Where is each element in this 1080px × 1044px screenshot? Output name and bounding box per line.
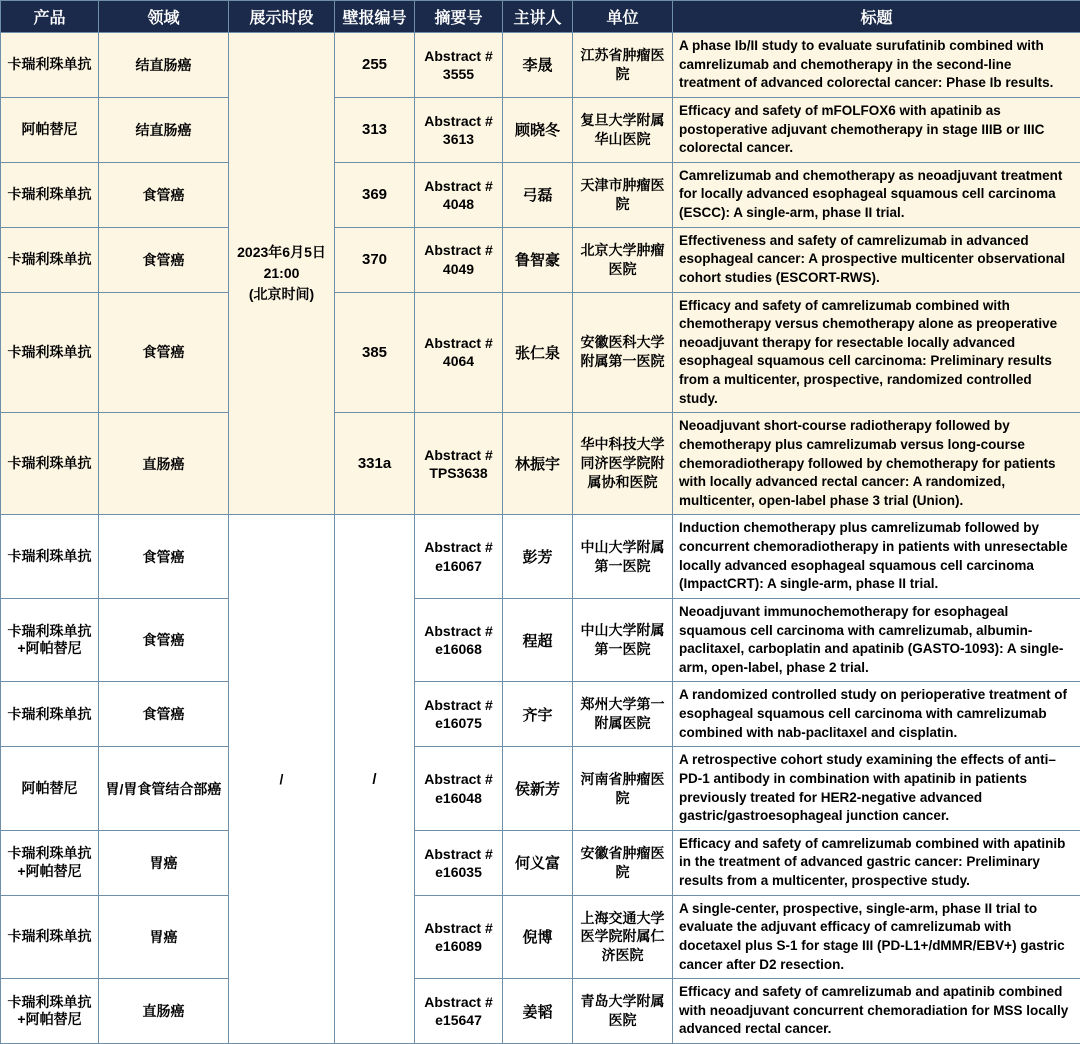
cell-title: Neoadjuvant immunochemotherapy for esophageal squamous cell carcinoma with camrelizumab, albumin-paclitaxel, carboplatin and apatinib (GASTO-1093): A single-arm, open-label, phase 2 trial. <box>673 598 1080 682</box>
cell-abstract-number <box>415 979 503 1044</box>
cell-speaker: 程超 <box>503 598 573 682</box>
cell-speaker: 齐宇 <box>503 682 573 747</box>
cell-poster-number: 255 <box>335 33 415 98</box>
cell-organization: 北京大学肿瘤医院 <box>573 227 673 292</box>
cell-organization: 河南省肿瘤医院 <box>573 747 673 831</box>
cell-abstract-number <box>415 598 503 682</box>
cell-organization: 复旦大学附属华山医院 <box>573 97 673 162</box>
cell-title: Efficacy and safety of mFOLFOX6 with apatinib as postoperative adjuvant chemotherapy in stage IIIB or IIIC colorectal cancer. <box>673 97 1080 162</box>
abstract-label: Abstract # <box>421 334 496 352</box>
cell-abstract-number <box>415 97 503 162</box>
time-line-1: 2023年6月5日 <box>235 242 328 263</box>
table-row <box>1 682 1080 747</box>
table-row <box>1 515 1080 599</box>
cell-organization: 郑州大学第一附属医院 <box>573 682 673 747</box>
cell-field: 直肠癌 <box>99 979 229 1044</box>
table-row <box>1 97 1080 162</box>
cell-title: Induction chemotherapy plus camrelizumab followed by concurrent chemoradiotherapy in patients with unresectable locally advanced esophageal squamous cell carcinoma (ImpactCRT): A single-arm, phase II trial. <box>673 515 1080 599</box>
cell-product <box>1 598 99 682</box>
product-line-2: +阿帕替尼 <box>7 640 92 658</box>
cell-product <box>1 830 99 895</box>
cell-speaker: 弓磊 <box>503 162 573 227</box>
cell-product: 阿帕替尼 <box>1 97 99 162</box>
table-row <box>1 895 1080 979</box>
product-line-1: 卡瑞利珠单抗 <box>7 845 92 863</box>
cell-product <box>1 979 99 1044</box>
cell-poster-number: 385 <box>335 292 415 413</box>
cell-abstract-number <box>415 227 503 292</box>
cell-organization: 中山大学附属第一医院 <box>573 515 673 599</box>
cell-speaker: 彭芳 <box>503 515 573 599</box>
cell-abstract-number <box>415 515 503 599</box>
cell-speaker: 侯新芳 <box>503 747 573 831</box>
cell-field: 食管癌 <box>99 162 229 227</box>
abstract-label: Abstract # <box>421 47 496 65</box>
time-line-3: (北京时间) <box>235 284 328 305</box>
abstract-value: e15647 <box>421 1011 496 1029</box>
cell-abstract-number <box>415 830 503 895</box>
abstract-value: e16089 <box>421 937 496 955</box>
column-header-poster-number: 壁报编号 <box>335 1 415 33</box>
cell-product: 卡瑞利珠单抗 <box>1 33 99 98</box>
cell-organization: 江苏省肿瘤医院 <box>573 33 673 98</box>
cell-poster-number: 331a <box>335 413 415 515</box>
abstract-value: 3613 <box>421 130 496 148</box>
abstract-value: e16068 <box>421 640 496 658</box>
cell-organization: 安徽医科大学附属第一医院 <box>573 292 673 413</box>
abstract-label: Abstract # <box>421 622 496 640</box>
cell-poster-number: 369 <box>335 162 415 227</box>
abstract-label: Abstract # <box>421 993 496 1011</box>
time-line-2: 21:00 <box>235 263 328 284</box>
column-header-speaker: 主讲人 <box>503 1 573 33</box>
column-header-organization: 单位 <box>573 1 673 33</box>
cell-abstract-number <box>415 682 503 747</box>
table-row <box>1 162 1080 227</box>
cell-time-group-1 <box>229 33 335 515</box>
table-row <box>1 413 1080 515</box>
cell-organization: 青岛大学附属医院 <box>573 979 673 1044</box>
cell-poster-number: 370 <box>335 227 415 292</box>
abstract-label: Abstract # <box>421 770 496 788</box>
cell-abstract-number <box>415 895 503 979</box>
cell-product: 卡瑞利珠单抗 <box>1 515 99 599</box>
cell-poster-number: 313 <box>335 97 415 162</box>
cell-title: Efficacy and safety of camrelizumab and apatinib combined with neoadjuvant concurrent chemoradiation for MSS locally advanced rectal cancer. <box>673 979 1080 1044</box>
cell-field: 结直肠癌 <box>99 33 229 98</box>
column-header-title: 标题 <box>673 1 1080 33</box>
abstract-value: 4048 <box>421 195 496 213</box>
table-row <box>1 747 1080 831</box>
cell-product: 阿帕替尼 <box>1 747 99 831</box>
cell-organization: 上海交通大学医学院附属仁济医院 <box>573 895 673 979</box>
table-row <box>1 979 1080 1044</box>
cell-speaker: 鲁智豪 <box>503 227 573 292</box>
column-header-field: 领域 <box>99 1 229 33</box>
cell-speaker: 顾晓冬 <box>503 97 573 162</box>
cell-speaker: 张仁泉 <box>503 292 573 413</box>
column-header-time: 展示时段 <box>229 1 335 33</box>
cell-organization: 华中科技大学同济医学院附属协和医院 <box>573 413 673 515</box>
abstract-value: 3555 <box>421 65 496 83</box>
abstract-value: 4049 <box>421 260 496 278</box>
column-header-abstract-number: 摘要号 <box>415 1 503 33</box>
cell-title: A randomized controlled study on perioperative treatment of esophageal squamous cell carcinoma with camrelizumab combined with nab-paclitaxel and cisplatin. <box>673 682 1080 747</box>
cell-field: 结直肠癌 <box>99 97 229 162</box>
abstract-label: Abstract # <box>421 177 496 195</box>
cell-product: 卡瑞利珠单抗 <box>1 227 99 292</box>
product-line-1: 卡瑞利珠单抗 <box>7 623 92 641</box>
table-row <box>1 33 1080 98</box>
cell-product: 卡瑞利珠单抗 <box>1 682 99 747</box>
cell-product: 卡瑞利珠单抗 <box>1 162 99 227</box>
cell-title: A retrospective cohort study examining the effects of anti–PD-1 antibody in combination with apatinib in patients previously treated for HER2-negative advanced gastric/gastroesophageal junction cancer. <box>673 747 1080 831</box>
cell-title: Camrelizumab and chemotherapy as neoadjuvant treatment for locally advanced esophageal squamous cell carcinoma (ESCC): A single-arm, phase II trial. <box>673 162 1080 227</box>
cell-field: 食管癌 <box>99 227 229 292</box>
cell-field: 食管癌 <box>99 515 229 599</box>
cell-abstract-number <box>415 413 503 515</box>
cell-product: 卡瑞利珠单抗 <box>1 292 99 413</box>
cell-organization: 天津市肿瘤医院 <box>573 162 673 227</box>
cell-speaker: 何义富 <box>503 830 573 895</box>
table-row <box>1 227 1080 292</box>
cell-field: 食管癌 <box>99 292 229 413</box>
abstract-label: Abstract # <box>421 446 496 464</box>
abstract-label: Abstract # <box>421 538 496 556</box>
abstract-label: Abstract # <box>421 241 496 259</box>
cell-field: 胃癌 <box>99 895 229 979</box>
table-row <box>1 598 1080 682</box>
cell-title: Neoadjuvant short-course radiotherapy followed by chemotherapy plus camrelizumab versus long-course chemoradiotherapy followed by chemotherapy for patients with locally advanced rectal cancer: A randomized, multicenter, open-label phase 3 trial (Union). <box>673 413 1080 515</box>
abstract-label: Abstract # <box>421 696 496 714</box>
product-line-2: +阿帕替尼 <box>7 1011 92 1029</box>
cell-organization: 中山大学附属第一医院 <box>573 598 673 682</box>
cell-field: 食管癌 <box>99 598 229 682</box>
abstract-value: e16035 <box>421 863 496 881</box>
cell-abstract-number <box>415 747 503 831</box>
cell-title: A phase Ib/II study to evaluate surufatinib combined with camrelizumab and chemotherapy in the second-line treatment of advanced colorectal cancer: Phase Ib results. <box>673 33 1080 98</box>
abstract-value: e16067 <box>421 557 496 575</box>
cell-field: 直肠癌 <box>99 413 229 515</box>
cell-product: 卡瑞利珠单抗 <box>1 413 99 515</box>
abstract-label: Abstract # <box>421 919 496 937</box>
cell-field: 食管癌 <box>99 682 229 747</box>
cell-product: 卡瑞利珠单抗 <box>1 895 99 979</box>
cell-abstract-number <box>415 292 503 413</box>
cell-abstract-number <box>415 33 503 98</box>
cell-field: 胃癌 <box>99 830 229 895</box>
cell-title: Efficacy and safety of camrelizumab combined with apatinib in the treatment of advanced gastric cancer: Preliminary results from a multicenter, prospective study. <box>673 830 1080 895</box>
cell-field: 胃/胃食管结合部癌 <box>99 747 229 831</box>
table-row <box>1 830 1080 895</box>
cell-speaker: 李晟 <box>503 33 573 98</box>
cell-speaker: 姜韬 <box>503 979 573 1044</box>
abstract-value: 4064 <box>421 352 496 370</box>
cell-title: Efficacy and safety of camrelizumab combined with chemotherapy versus chemotherapy alone as preoperative neoadjuvant therapy for resectable locally advanced esophageal squamous cell carcinoma: Preliminary results from a multicenter, prospective, randomized controlled study. <box>673 292 1080 413</box>
cell-title: Effectiveness and safety of camrelizumab in advanced esophageal cancer: A prospective multicenter observational cohort studies (ESCORT-RWS). <box>673 227 1080 292</box>
column-header-product: 产品 <box>1 1 99 33</box>
abstract-label: Abstract # <box>421 112 496 130</box>
cell-poster-group-2: / <box>335 515 415 1044</box>
abstract-label: Abstract # <box>421 845 496 863</box>
cell-time-group-2: / <box>229 515 335 1044</box>
cell-title: A single-center, prospective, single-arm, phase II trial to evaluate the adjuvant efficacy of camrelizumab with docetaxel plus S-1 for stage III (PD-L1+/dMMR/EBV+) gastric cancer after D2 resection. <box>673 895 1080 979</box>
product-line-1: 卡瑞利珠单抗 <box>7 994 92 1012</box>
cell-speaker: 林振宇 <box>503 413 573 515</box>
cell-abstract-number <box>415 162 503 227</box>
cell-organization: 安徽省肿瘤医院 <box>573 830 673 895</box>
table-header-row <box>1 1 1080 33</box>
abstract-value: e16048 <box>421 789 496 807</box>
cell-speaker: 倪博 <box>503 895 573 979</box>
abstract-value: TPS3638 <box>421 464 496 482</box>
table-row <box>1 292 1080 413</box>
product-line-2: +阿帕替尼 <box>7 863 92 881</box>
abstract-value: e16075 <box>421 714 496 732</box>
